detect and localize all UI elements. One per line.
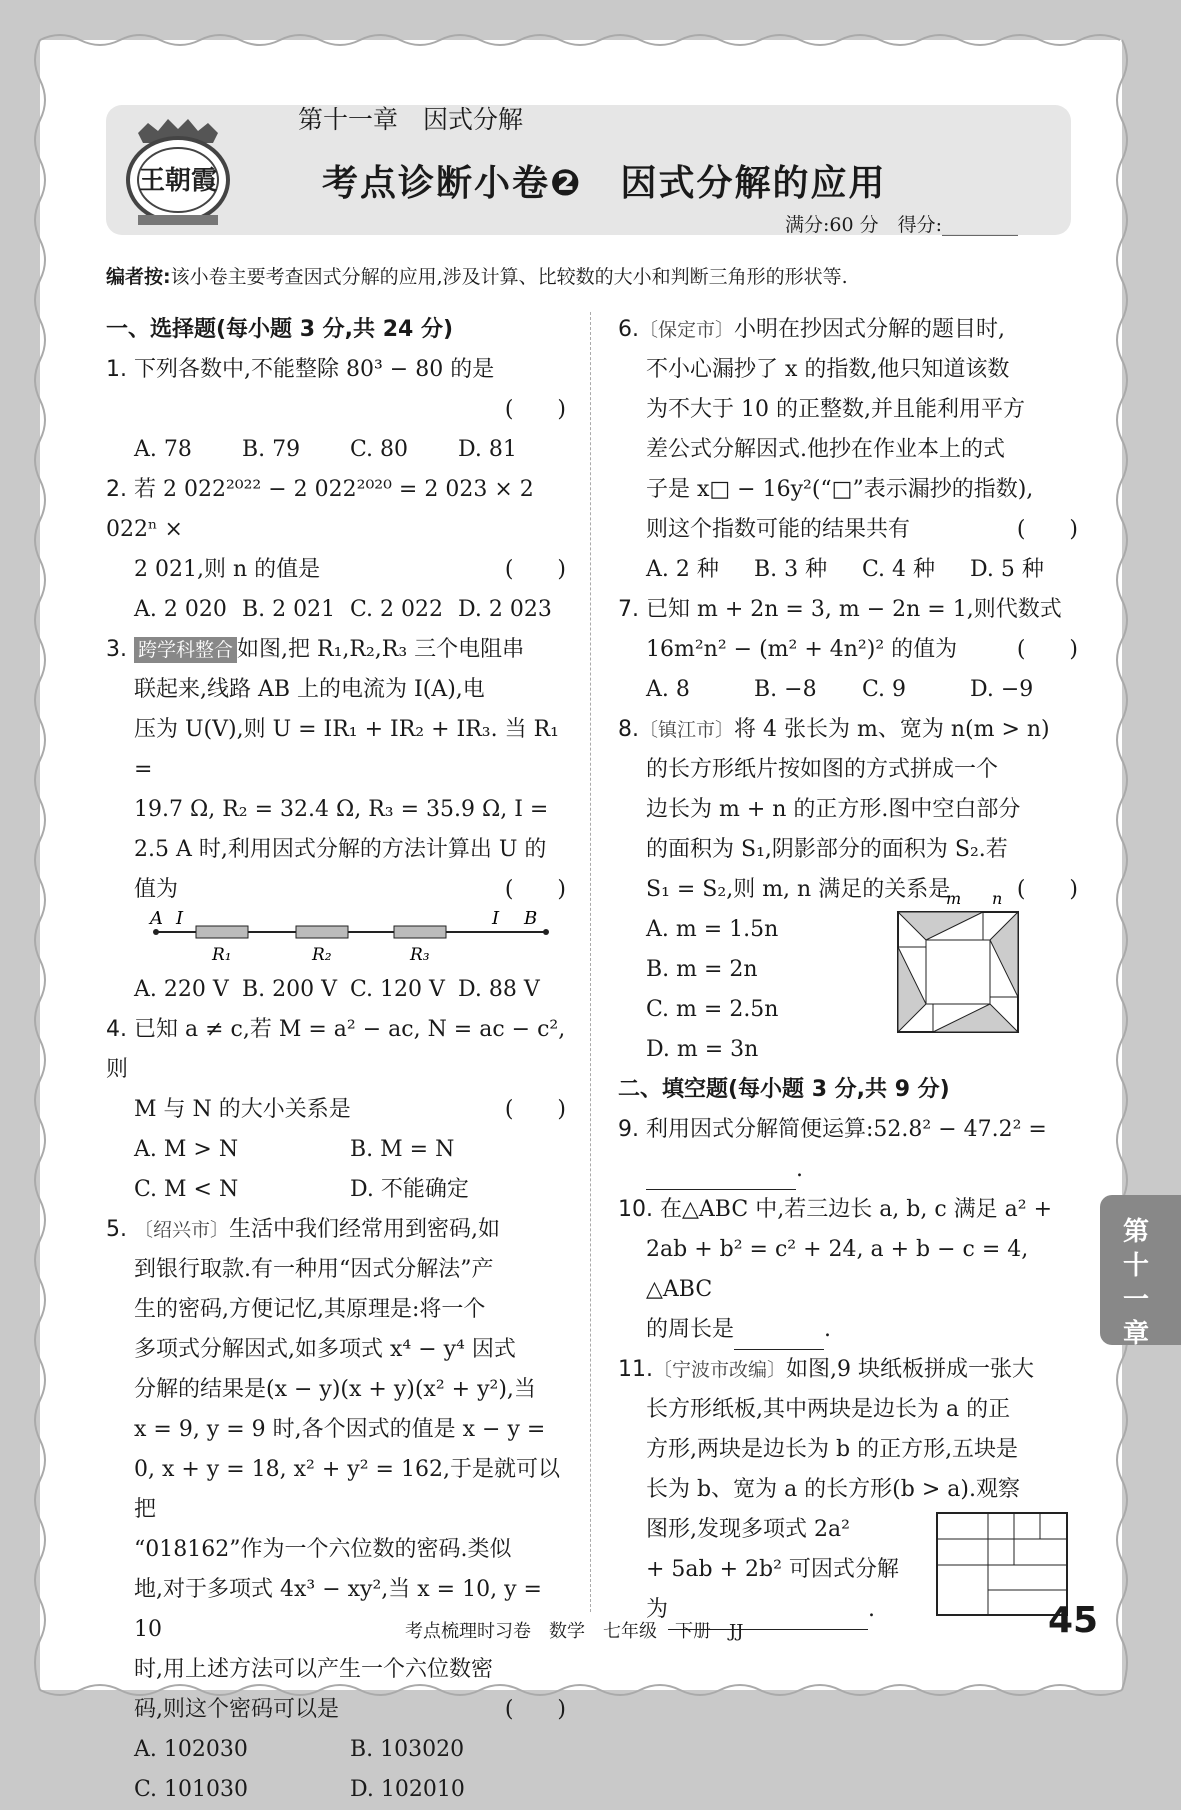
q6-answer-paren[interactable]: ( ) [1016,517,1078,542]
circuit-label-b: B [524,910,538,929]
q6-option-b[interactable]: B. 3 种 [754,557,828,582]
q5-line6: 0, x + y = 18, x² + y² = 162,于是就可以把 [134,1457,560,1522]
q2-answer-paren[interactable]: ( ) [504,557,566,582]
q3-line4: 19.7 Ω, R₂ = 32.4 Ω, R₃ = 35.9 Ω, I = [134,797,549,822]
q3-answer-paren[interactable]: ( ) [504,877,566,902]
q11-end: . [868,1597,876,1622]
q5-line2: 生的密码,方便记忆,其原理是:将一个 [134,1297,486,1322]
q4-option-c[interactable]: C. M < N [134,1177,239,1202]
q5-source: 〔绍兴市〕 [134,1219,230,1241]
q2-number: 2. [106,477,127,502]
logo-text: 王朝霞 [138,166,218,196]
q5-line3: 多项式分解因式,如多项式 x⁴ − y⁴ 因式 [134,1337,516,1362]
q8-line3: 的面积为 S₁,阴影部分的面积为 S₂.若 [646,837,1008,862]
q8-source: 〔镇江市〕 [639,719,735,741]
q4-option-a[interactable]: A. M > N [134,1137,239,1162]
chapter-label: 第十一章 因式分解 [298,105,524,134]
q10-number: 10. [618,1197,653,1222]
question-3 [106,630,566,1010]
q10-line3: 的周长是 [646,1317,735,1342]
fig-label-n: n [992,890,1003,908]
q4-number: 4. [106,1017,127,1042]
q5-line5: x = 9, y = 9 时,各个因式的值是 x − y = [134,1417,546,1442]
q1-text: 下列各数中,不能整除 80³ − 80 的是 [134,357,495,382]
q8-line2: 边长为 m + n 的正方形.图中空白部分 [646,797,1021,822]
chapter-side-tab[interactable] [1100,1195,1181,1349]
circuit-label-i-right: I [492,910,500,929]
column-divider [590,312,591,1612]
editor-note-text: 该小卷主要考查因式分解的应用,涉及计算、比较数的大小和判断三角形的形状等. [170,266,848,288]
q4-option-b[interactable]: B. M = N [350,1137,455,1162]
q11-line5: + 5ab + 2b² 可因式分解 [646,1557,899,1582]
circuit-label-r2: R₂ [312,945,332,965]
q2-option-c[interactable]: C. 2 022 [350,597,444,622]
q9-number: 9. [618,1117,639,1142]
q5-number: 5. [106,1217,127,1242]
q6-number: 6. [618,317,639,342]
q3-line6: 值为 [134,877,179,902]
q7-line2: 16m²n² − (m² + 4n²)² 的值为 [646,637,958,662]
seal-logo [118,115,238,235]
q3-option-b[interactable]: B. 200 V [242,977,338,1002]
q4-line1: 已知 a ≠ c,若 M = a² − ac, N = ac − c²,则 [106,1017,566,1082]
side-tab-label: 第十一章 [1122,1217,1149,1349]
section-fill-heading: 二、填空题(每小题 3 分,共 9 分) [618,1077,950,1102]
question-11 [618,1350,1078,1630]
section-choice-heading: 一、选择题(每小题 3 分,共 24 分) [106,317,454,342]
q11-source: 〔宁波市改编〕 [653,1359,787,1381]
square-puzzle-figure [888,890,1028,1040]
question-7 [618,590,1078,710]
fig-label-m: m [946,890,962,908]
q7-number: 7. [618,597,639,622]
q11-line4: 图形,发现多项式 2a² [646,1517,850,1542]
q2-option-d[interactable]: D. 2 023 [458,597,552,622]
q9-end: . [796,1157,803,1182]
circuit-label-a: A [150,910,163,929]
q1-option-d[interactable]: D. 81 [458,437,517,462]
q1-option-c[interactable]: C. 80 [350,437,409,462]
question-10 [618,1190,1078,1350]
q8-option-b[interactable]: B. m = 2n [646,957,758,982]
question-1 [106,350,566,470]
question-9 [618,1110,1078,1190]
footer-text: 考点梳理时习卷 数学 七年级 下册 JJ [405,1621,744,1642]
q8-option-a[interactable]: A. m = 1.5n [646,917,779,942]
page-number: 45 [1048,1600,1099,1641]
q5-line8: 地,对于多项式 4x³ − xy²,当 x = 10, y = 10 [134,1577,542,1642]
editor-note [106,262,1066,289]
q11-line2: 方形,两块是边长为 b 的正方形,五块是 [646,1437,1019,1462]
q6-line2: 为不大于 10 的正整数,并且能利用平方 [646,397,1025,422]
question-5 [106,1210,566,1810]
q5-answer-paren[interactable]: ( ) [504,1697,566,1722]
interdisciplinary-tag: 跨学科整合 [134,637,237,663]
q1-option-b[interactable]: B. 79 [242,437,301,462]
q2-option-b[interactable]: B. 2 021 [242,597,336,622]
circuit-label-r3: R₃ [410,945,430,965]
q11-number: 11. [618,1357,653,1382]
q1-number: 1. [106,357,127,382]
q5-line1: 到银行取款.有一种用“因式分解法”产 [134,1257,494,1282]
q10-answer-blank[interactable] [734,1321,824,1350]
circuit-label-i-left: I [176,910,184,929]
circuit-diagram [146,910,566,970]
q8-option-c[interactable]: C. m = 2.5n [646,997,779,1022]
q6-source: 〔保定市〕 [639,319,735,341]
q7-option-b[interactable]: B. −8 [754,677,817,702]
question-6 [618,310,1078,590]
q3-line3: 压为 U(V),则 U = IR₁ + IR₂ + IR₃. 当 R₁ = [134,717,559,782]
right-column [618,310,1078,1630]
q6-line4: 子是 x□ − 16y²(“□”表示漏抄的指数), [646,477,1034,502]
q3-option-a[interactable]: A. 220 V [134,977,229,1002]
q5-line4: 分解的结果是(x − y)(x + y)(x² + y²),当 [134,1377,536,1402]
question-2 [106,470,566,630]
q6-option-c[interactable]: C. 4 种 [862,557,936,582]
q11-line1: 长方形纸板,其中两块是边长为 a 的正 [646,1397,1011,1422]
q4-option-d[interactable]: D. 不能确定 [350,1177,469,1202]
q10-end: . [824,1317,832,1342]
q8-answer-paren[interactable]: ( ) [1016,877,1078,902]
q8-line4: S₁ = S₂,则 m, n 满足的关系是 [646,877,951,902]
q6-line5: 则这个指数可能的结果共有 [646,517,911,542]
q6-option-d[interactable]: D. 5 种 [970,557,1044,582]
q8-line0: 将 4 张长为 m、宽为 n(m > n) [734,717,1050,742]
editor-note-label: 编者按: [106,266,171,288]
q8-option-d[interactable]: D. m = 3n [646,1037,759,1062]
q5-line7: “018162”作为一个六位数的密码.类似 [134,1537,512,1562]
q5-option-a[interactable]: A. 102030 [134,1737,248,1762]
q3-line5: 2.5 A 时,利用因式分解的方法计算出 U 的 [134,837,547,862]
circuit-label-r1: R₁ [212,945,232,965]
q7-option-a[interactable]: A. 8 [646,677,690,702]
page-title: 考点诊断小卷❷ 因式分解的应用 [322,163,887,204]
q3-option-c[interactable]: C. 120 V [350,977,445,1002]
q11-line6: 为 [646,1597,669,1622]
q10-line1: 在△ABC 中,若三边长 a, b, c 满足 a² + [660,1197,1053,1222]
q11-line3: 长为 b、宽为 a 的长方形(b > a).观察 [646,1477,1020,1502]
q6-option-a[interactable]: A. 2 种 [646,557,719,582]
q5-option-c[interactable]: C. 101030 [134,1777,249,1802]
q7-line1: 已知 m + 2n = 3, m − 2n = 1,则代数式 [646,597,1062,622]
q6-line3: 差公式分解因式.他抄在作业本上的式 [646,437,1005,462]
q3-number: 3. [106,637,127,662]
question-4 [106,1010,566,1210]
q7-answer-paren[interactable]: ( ) [1016,637,1078,662]
q1-option-a[interactable]: A. 78 [134,437,192,462]
q8-line1: 的长方形纸片按如图的方式拼成一个 [646,757,999,782]
q7-option-d[interactable]: D. −9 [970,677,1034,702]
q7-option-c[interactable]: C. 9 [862,677,907,702]
score-line: 满分:60 分 得分:________ [785,214,1019,236]
q10-line2: 2ab + b² = c² + 24, a + b − c = 4, △ABC [646,1237,1029,1302]
q5-line9: 时,用上述方法可以产生一个六位数密 [134,1657,493,1682]
q5-option-d[interactable]: D. 102010 [350,1777,465,1802]
q9-text: 利用因式分解简便运算:52.8² − 47.2² = [646,1117,1047,1142]
q3-line2: 联起来,线路 AB 上的电流为 I(A),电 [134,677,485,702]
q5-line0: 生活中我们经常用到密码,如 [229,1217,501,1242]
q2-line2: 2 021,则 n 的值是 [134,557,321,582]
q6-line0: 小明在抄因式分解的题目时, [734,317,1006,342]
q8-number: 8. [618,717,639,742]
left-column [106,310,566,1810]
q4-line2: M 与 N 的大小关系是 [134,1097,351,1122]
q4-answer-paren[interactable]: ( ) [504,1097,566,1122]
q1-answer-paren[interactable]: ( ) [504,397,566,422]
question-8 [618,710,1078,1070]
q3-line1: 如图,把 R₁,R₂,R₃ 三个电阻串 [237,637,525,662]
q2-line1: 若 2 022²⁰²² − 2 022²⁰²⁰ = 2 023 × 2 022ⁿ × [106,477,534,542]
q2-option-a[interactable]: A. 2 020 [134,597,227,622]
q9-answer-blank[interactable] [646,1161,796,1190]
q5-option-b[interactable]: B. 103020 [350,1737,465,1762]
q5-line10: 码,则这个密码可以是 [134,1697,339,1722]
q6-line1: 不小心漏抄了 x 的指数,他只知道该数 [646,357,1010,382]
q3-option-d[interactable]: D. 88 V [458,977,540,1002]
q11-line0: 如图,9 块纸板拼成一张大 [786,1357,1034,1382]
